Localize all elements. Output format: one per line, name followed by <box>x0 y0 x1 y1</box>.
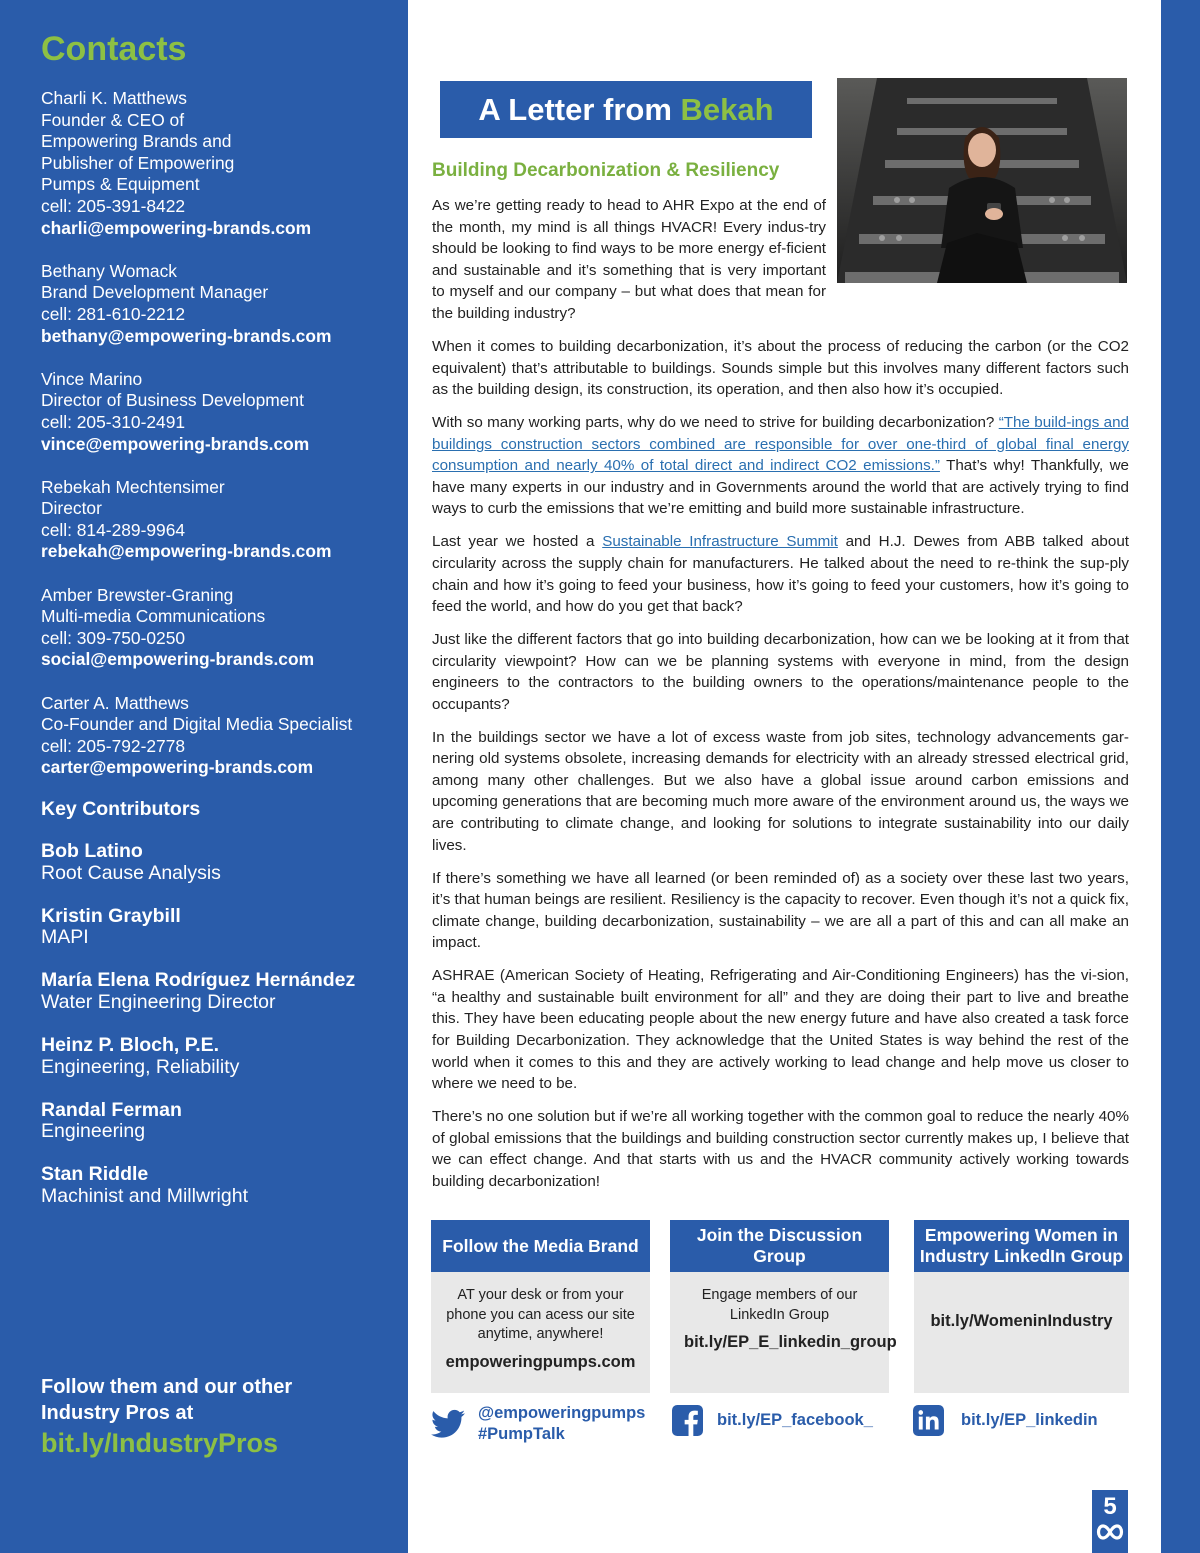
follow-industry-pros-text: Follow them and our other Industry Pros at <box>41 1376 293 1424</box>
contributor-name: María Elena Rodríguez Hernández <box>41 969 356 992</box>
contact-line: Pumps & Equipment <box>41 174 200 195</box>
join-discussion-card <box>670 1220 897 1393</box>
contact-line: Multi-media Communications <box>41 606 266 627</box>
card-link[interactable]: bit.ly/WomeninIndustry <box>930 1312 1113 1330</box>
contact-line: Founder & CEO of <box>41 109 185 130</box>
follow-media-brand-card <box>431 1220 650 1393</box>
card-text: AT your desk or from your phone you can acess our site anytime, anywhere! <box>446 1287 635 1342</box>
contact-carter <box>41 693 401 779</box>
contact-charli <box>41 88 401 239</box>
author-photo-illustration <box>837 78 1127 283</box>
iea-quote-link[interactable]: “The build-ings and buildings construction sectors combined are responsible for over one-third of global final energy consumption and nearly 40% of total direct and indirect CO2 emissions.” <box>432 414 1129 475</box>
author-photo <box>837 78 1127 283</box>
card-title: Join the Discussion Group <box>670 1220 889 1272</box>
key-contributors-list <box>41 841 401 1229</box>
contact-email[interactable]: rebekah@empowering-brands.com <box>41 541 332 562</box>
contact-phone: cell: 205-792-2778 <box>41 735 186 756</box>
article-paragraph: If there’s something we have all learned (or been reminded of) as a society over these last two years, it’s that human beings are resilient. Resiliency is the capacity to recover. Even though it’s not a quick fix, climate change, building decarbonization, sustainability – we are all a part of this and can all make an impact. <box>432 869 1129 952</box>
linkedin-social[interactable] <box>913 1405 1098 1436</box>
twitter-text <box>478 1403 645 1445</box>
summit-link[interactable]: Sustainable Infrastructure Summit <box>602 533 838 551</box>
contributor <box>41 1100 401 1143</box>
contact-line: Empowering Brands and <box>41 131 232 152</box>
card-link[interactable]: empoweringpumps.com <box>445 1352 636 1371</box>
facebook-link[interactable]: bit.ly/EP_facebook_ <box>717 1411 873 1429</box>
key-contributors-heading: Key Contributors <box>41 798 201 820</box>
twitter-handle[interactable]: @empoweringpumps <box>478 1404 646 1422</box>
contributor-name: Stan Riddle <box>41 1163 149 1186</box>
card-title: Follow the Media Brand <box>431 1220 650 1272</box>
contact-phone: cell: 205-391-8422 <box>41 195 186 216</box>
contact-vince <box>41 369 401 455</box>
article-paragraph: There’s no one solution but if we’re all working together with the common goal to reduce the nearly 40% of global emissions that the buildings and building construction sector currently makes up, I believe that we can effect change. And that starts with us and the HVACR community actively working towards building decarbonization! <box>432 1108 1129 1190</box>
article-paragraph: Just like the different factors that go into building decarbonization, how can we be looking at it from that circularity viewpoint? How can we be planning systems with everyone in mind, from the design engineers to the contractors to the building owners to the operations/maintenance people to the occupants? <box>432 631 1129 713</box>
article-paragraph <box>432 531 1129 617</box>
industry-pros-link[interactable]: bit.ly/IndustryPros <box>41 1428 279 1458</box>
contact-bethany <box>41 261 401 347</box>
article-subheading: Building Decarbonization & Resiliency <box>432 160 780 181</box>
article-intro-paragraph: As we’re getting ready to head to AHR Expo at the end of the month, my mind is all things HVACR! Every indus-try should be looking to find ways to be more energy ef-ficient and sustainable and it’s something that is very important to myself and our company – but what does that mean for the building industry? <box>432 197 826 322</box>
paragraph-text: and H.J. Dewes from ABB talked about circularity across the supply chain for manufacturers. He talked about the need to re-think the sup-ply chain and how it’s going to feed your business, how it’s going to feed your customers, how it’s going to feed the world, and how do you get that back? <box>432 533 1129 616</box>
contributor-role: Engineering, Reliability <box>41 1055 240 1078</box>
card-title: Empowering Women in Industry LinkedIn Group <box>914 1220 1129 1272</box>
contributor-name: Bob Latino <box>41 840 143 862</box>
right-edge-bar <box>1161 0 1200 1553</box>
linkedin-icon <box>913 1405 944 1436</box>
contact-line: Vince Marino <box>41 368 143 389</box>
facebook-icon <box>672 1405 703 1436</box>
contacts-sidebar <box>0 0 408 1553</box>
contact-line: Bethany Womack <box>41 260 177 281</box>
linkedin-link[interactable]: bit.ly/EP_linkedin <box>961 1411 1098 1429</box>
paragraph-text: That’s why! Thankfully, we have many experts in our industry and in Governments around the world that are actively trying to find ways to curb the emissions that we’re emitting and build more sustainable infrastructure. <box>432 457 1129 518</box>
twitter-social[interactable] <box>431 1403 645 1445</box>
article-paragraph: When it comes to building decarbonization, it’s about the process of reducing the carbon (or the CO2 equivalent) that’s attributable to buildings. Sounds simple but this involves many different factors such as the building design, its construction, its operation, and then also how it’s occupied. <box>432 338 1129 399</box>
contributor-role: Root Cause Analysis <box>41 861 221 884</box>
contact-line: Co-Founder and Digital Media Specialist <box>41 714 353 735</box>
paragraph-text: With so many working parts, why do we need to strive for building decarbonization? <box>432 414 999 432</box>
twitter-hashtag[interactable]: #PumpTalk <box>478 1425 565 1443</box>
contact-email[interactable]: carter@empowering-brands.com <box>41 757 314 778</box>
contact-line: Publisher of Empowering <box>41 152 235 173</box>
contact-email[interactable]: charli@empowering-brands.com <box>41 217 312 238</box>
contact-phone: cell: 814-289-9964 <box>41 519 186 540</box>
contributor <box>41 1164 401 1207</box>
contact-line: Brand Development Manager <box>41 282 269 303</box>
contact-phone: cell: 281-610-2212 <box>41 303 186 324</box>
contacts-title: Contacts <box>41 30 187 68</box>
article-paragraph <box>432 412 1129 520</box>
card-text: Engage members of our LinkedIn Group <box>701 1287 858 1323</box>
card-body <box>914 1272 1129 1332</box>
contact-line: Carter A. Matthews <box>41 692 189 713</box>
article-paragraph: In the buildings sector we have a lot of excess waste from job sites, technology advancements gar-nering old systems obsolete, increasing demands for electricity with an already stressed electrical grid, among many other challenges. But we also have a global issue around carbon emissions and upcoming generations that are becoming much more aware of the environment around us, the ways we are contributing to climate change, and looking for solutions to integrate sustainability into our daily lives. <box>432 728 1129 854</box>
letter-title-prefix: A Letter from <box>478 92 672 127</box>
contact-phone: cell: 205-310-2491 <box>41 411 186 432</box>
contributor <box>41 1035 401 1078</box>
contact-email[interactable]: bethany@empowering-brands.com <box>41 325 332 346</box>
contributor-role: Machinist and Millwright <box>41 1185 248 1208</box>
letter-title-banner <box>440 81 812 138</box>
contact-line: Director of Business Development <box>41 390 304 411</box>
contact-line: Amber Brewster-Graning <box>41 584 234 605</box>
contact-amber <box>41 585 401 671</box>
article-paragraph: ASHRAE (American Society of Heating, Refrigerating and Air-Conditioning Engineers) has the vi-sion, “a healthy and sustainable built environment for all” and they are doing their part to live and breathe this. They have been educating people about the new energy future and have also created a task force for Building Decarbonization. They acknowledge that the United States is way behind the rest of the world when it comes to this and they are actively working to lead change and help move us closer to where we need to be. <box>432 967 1129 1093</box>
paragraph-text: Last year we hosted a <box>432 533 603 551</box>
twitter-icon <box>431 1409 465 1439</box>
women-in-industry-card <box>914 1220 1129 1393</box>
contact-email[interactable]: vince@empowering-brands.com <box>41 433 310 454</box>
contact-line: Charli K. Matthews <box>41 88 187 108</box>
contributor-name: Randal Ferman <box>41 1098 182 1121</box>
page-number: 5 <box>1103 1493 1117 1520</box>
contributor-name: Kristin Graybill <box>41 904 181 927</box>
contributor-role: MAPI <box>41 926 89 949</box>
card-body <box>670 1272 897 1353</box>
contributor-name: Heinz P. Bloch, P.E. <box>41 1034 220 1057</box>
facebook-social[interactable] <box>672 1405 873 1436</box>
contributor-role: Water Engineering Director <box>41 990 276 1013</box>
page-number-badge <box>1092 1490 1128 1553</box>
contact-rebekah <box>41 477 401 563</box>
contributor <box>41 970 401 1013</box>
article-body <box>432 336 1129 1204</box>
contributor-role: Engineering <box>41 1120 146 1143</box>
contact-email[interactable]: social@empowering-brands.com <box>41 649 315 670</box>
contact-phone: cell: 309-750-0250 <box>41 627 186 648</box>
card-body <box>431 1272 650 1372</box>
contact-line: Rebekah Mechtensimer <box>41 476 225 497</box>
letter-title-name: Bekah <box>680 92 774 127</box>
contacts-list <box>41 88 401 801</box>
infinity-logo-icon <box>1095 1523 1125 1541</box>
contributor <box>41 906 401 949</box>
contact-line: Director <box>41 498 102 519</box>
contributor <box>41 841 401 884</box>
card-link[interactable]: bit.ly/EP_E_linkedin_group <box>684 1333 897 1351</box>
